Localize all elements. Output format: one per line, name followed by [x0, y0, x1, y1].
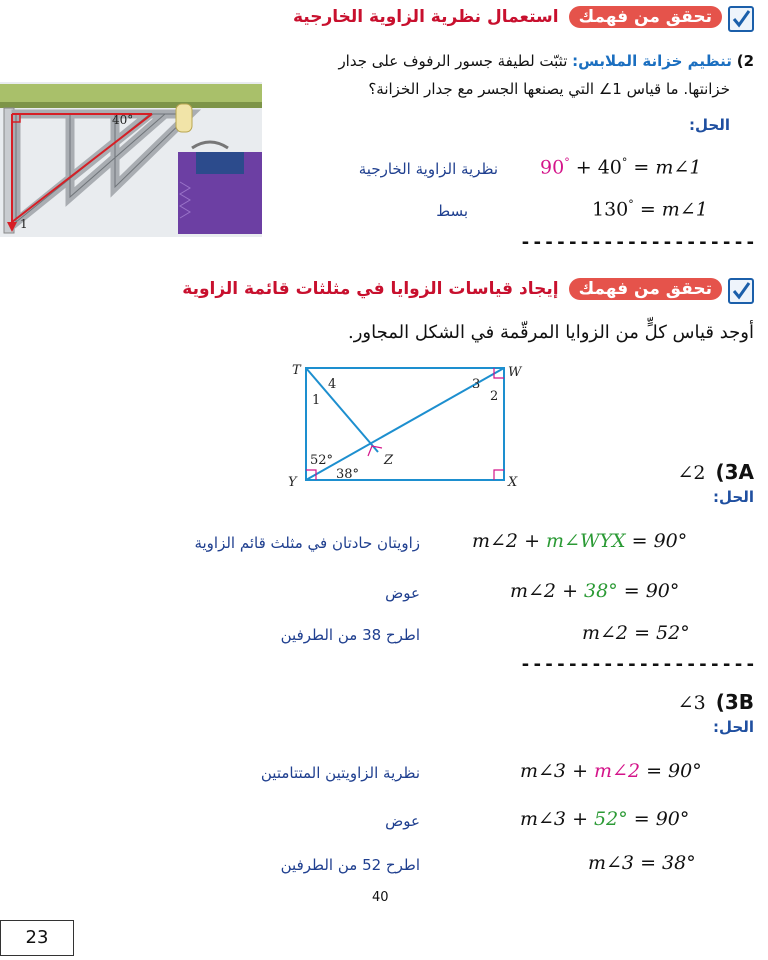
shelf-bracket-figure	[0, 82, 262, 237]
angle-40-label: 40°	[112, 113, 134, 127]
angle-3-label: 3	[472, 377, 481, 392]
vertex-Z: Z	[384, 453, 394, 468]
checkmark-icon	[728, 278, 754, 304]
problem-text-1: تثبّت لطيفة جسور الرفوف على جدار	[338, 52, 568, 70]
s3a-reason-3: اطرح 38 من الطرفين	[280, 626, 420, 644]
s3b-equation-1: m∠3 + m∠2 = 90°	[520, 760, 702, 782]
part-3a-label: (3A	[715, 460, 754, 484]
s1-reason-1: نظرية الزاوية الخارجية	[358, 160, 498, 178]
vertex-W: W	[508, 365, 522, 380]
problem-2-line1	[338, 52, 754, 70]
page-center-number: 40	[372, 890, 389, 905]
problem-topic: تنظيم خزانة الملابس:	[572, 52, 732, 70]
vertex-T: T	[292, 363, 301, 378]
section2-header	[182, 278, 722, 300]
checkmark-icon	[728, 6, 754, 32]
s3b-equation-2: m∠3 + 52° = 90°	[520, 808, 690, 830]
check-understanding-badge: تحقق من فهمك	[569, 6, 722, 28]
solution-label-3b: الحل:	[713, 718, 754, 736]
s3a-equation-3: m∠2 = 52°	[582, 622, 690, 644]
s3a-equation-2: m∠2 + 38° = 90°	[510, 580, 680, 602]
angle-1-label: 1	[20, 217, 28, 231]
s3a-equation-1: m∠2 + m∠WYX = 90°	[472, 530, 688, 552]
page-number-box: 23	[0, 920, 74, 956]
separator-1: --------------------	[520, 232, 757, 253]
s3b-reason-3: اطرح 52 من الطرفين	[280, 856, 420, 874]
angle-52-label: 52°	[310, 453, 334, 468]
s1-equation-1: 90° + 40° = m∠1	[540, 156, 702, 179]
rectangle-figure	[280, 360, 540, 490]
section2-title: إيجاد قياسات الزوايا في مثلثات قائمة الزاوية	[182, 279, 559, 299]
part-3b-label: (3B	[715, 690, 754, 714]
problem-number: 2)	[736, 52, 754, 70]
angle-2-label: 2	[490, 389, 499, 404]
part-3b-angle: ∠3	[677, 692, 706, 714]
s3b-reason-2: عوض	[385, 812, 420, 830]
angle-1-label: 1	[312, 393, 321, 408]
section2-instruction: أوجد قياس كلٍّ من الزوايا المرقّمة في الشكل المجاور.	[348, 322, 754, 343]
section1-header	[293, 6, 722, 28]
vertex-Y: Y	[288, 475, 297, 490]
part-3a-angle: ∠2	[677, 462, 706, 484]
section1-title: استعمال نظرية الزاوية الخارجية	[292, 7, 559, 27]
s3a-reason-1: زاويتان حادتان في مثلث قائم الزاوية	[194, 534, 420, 552]
solution-label-1: الحل:	[689, 116, 730, 134]
angle-4-label: 4	[328, 377, 337, 392]
s3b-equation-3: m∠3 = 38°	[588, 852, 696, 874]
problem-2-line2: خزانتها. ما قياس 1∠ التي يصنعها الجسر مع جدار الخزانة؟	[368, 80, 730, 98]
separator-2: --------------------	[520, 654, 757, 675]
s3a-reason-2: عوض	[385, 584, 420, 602]
check-understanding-badge: تحقق من فهمك	[569, 278, 722, 300]
part-3b-heading	[678, 690, 754, 714]
s1-reason-2: بسط	[436, 202, 468, 220]
s3b-reason-1: نظرية الزاويتين المتتامتين	[260, 764, 420, 782]
part-3a-heading	[677, 460, 754, 484]
s1-equation-2: 130° = m∠1	[592, 198, 708, 221]
solution-label-3a: الحل:	[713, 488, 754, 506]
angle-38-label: 38°	[336, 467, 360, 482]
vertex-X: X	[508, 475, 518, 490]
